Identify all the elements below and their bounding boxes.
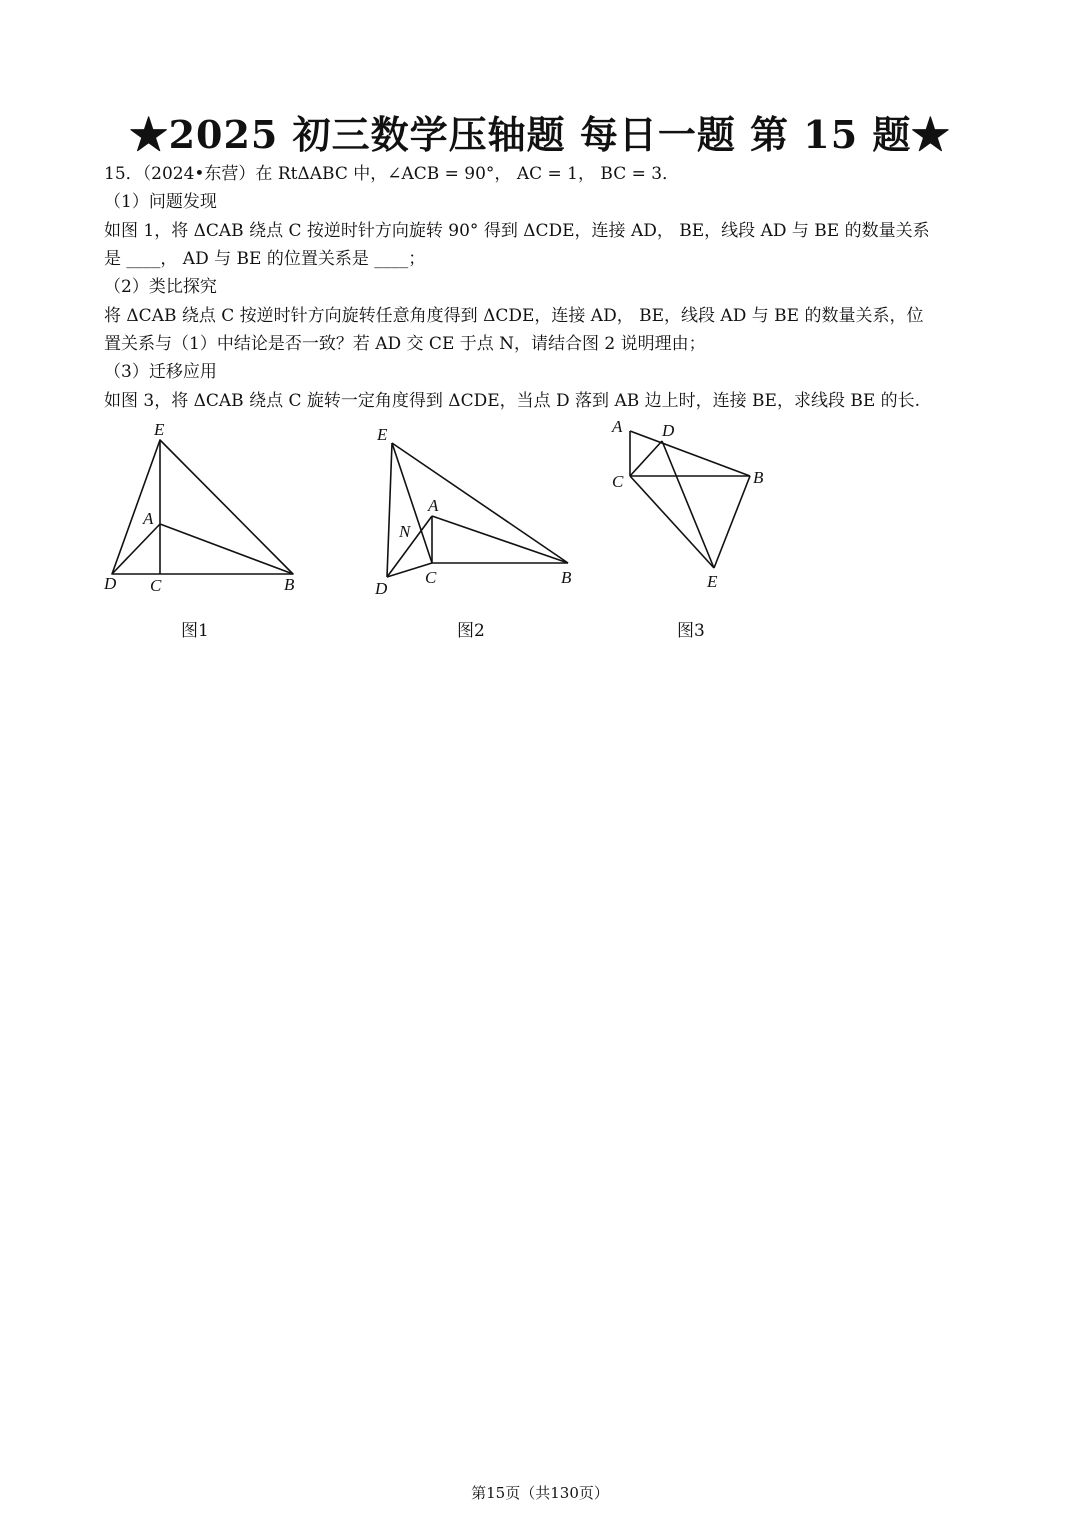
fig1-label-b: B xyxy=(284,575,295,594)
fig1-label-e: E xyxy=(154,420,165,439)
fig2-label-d: D xyxy=(375,579,388,598)
problem-line: 置关系与（1）中结论是否一致？若 AD 交 CE 于点 N，请结合图 2 说明理由； xyxy=(104,334,706,354)
problem-line: 如图 1，将 ΔCAB 绕点 C 按逆时针方向旋转 90° 得到 ΔCDE，连接 AD， BE，线段 AD 与 BE 的数量关系 xyxy=(104,221,930,241)
fig2-segment-eb xyxy=(392,443,568,563)
figure-2-caption: 图2 xyxy=(457,621,485,641)
figure-3-caption: 图3 xyxy=(677,621,705,641)
problem-line: （1）问题发现 xyxy=(104,192,217,212)
figure-3-diagram xyxy=(611,417,764,591)
fig3-label-d: D xyxy=(662,421,675,440)
problem-line: 如图 3，将 ΔCAB 绕点 C 旋转一定角度得到 ΔCDE，当点 D 落到 AB 边上时，连接 BE，求线段 BE 的长. xyxy=(104,391,921,411)
problem-line: （3）迁移应用 xyxy=(104,362,217,382)
fig1-label-c: C xyxy=(150,576,162,595)
fig2-label-e: E xyxy=(377,425,388,444)
fig2-segment-ec xyxy=(392,443,432,563)
fig1-segment-ab xyxy=(160,524,293,574)
page-footer: 第15页（共130页） xyxy=(471,1484,609,1502)
figure-1-diagram xyxy=(103,420,295,595)
problem-line: 15．（2024•东营）在 RtΔABC 中，∠ACB = 90°， AC = 1， BC = 3． xyxy=(104,164,680,184)
fig1-label-a: A xyxy=(143,509,154,528)
fig2-segment-ab xyxy=(432,516,568,563)
fig1-label-d: D xyxy=(104,574,117,593)
fig3-label-b: B xyxy=(753,468,764,487)
fig2-label-n: N xyxy=(399,522,411,541)
figure-1-caption: 图1 xyxy=(181,621,209,641)
fig2-label-c: C xyxy=(425,568,437,587)
fig3-label-c: C xyxy=(612,472,624,491)
fig1-triangle-ebd xyxy=(112,440,293,574)
problem-line: 是 ____， AD 与 BE 的位置关系是 ____； xyxy=(104,249,426,269)
problem-line: 将 ΔCAB 绕点 C 按逆时针方向旋转任意角度得到 ΔCDE，连接 AD， BE，线段 AD 与 BE 的数量关系，位 xyxy=(104,306,924,326)
fig2-label-a: A xyxy=(428,496,439,515)
page-title: ★2025 初三数学压轴题 每日一题 第 15 题★ xyxy=(129,112,951,157)
fig2-segment-ed xyxy=(387,443,392,577)
fig3-segment-ce xyxy=(630,476,714,568)
problem-line: （2）类比探究 xyxy=(104,277,217,297)
fig1-segment-ad xyxy=(112,524,160,574)
fig3-segment-cd xyxy=(630,441,662,476)
geometry-figures xyxy=(0,410,1080,610)
fig3-segment-be xyxy=(714,476,750,568)
fig3-segment-ab xyxy=(630,431,750,476)
fig2-label-b: B xyxy=(561,568,572,587)
fig3-label-a: A xyxy=(612,417,623,436)
figure-2-diagram xyxy=(374,425,572,598)
fig3-label-e: E xyxy=(707,572,718,591)
